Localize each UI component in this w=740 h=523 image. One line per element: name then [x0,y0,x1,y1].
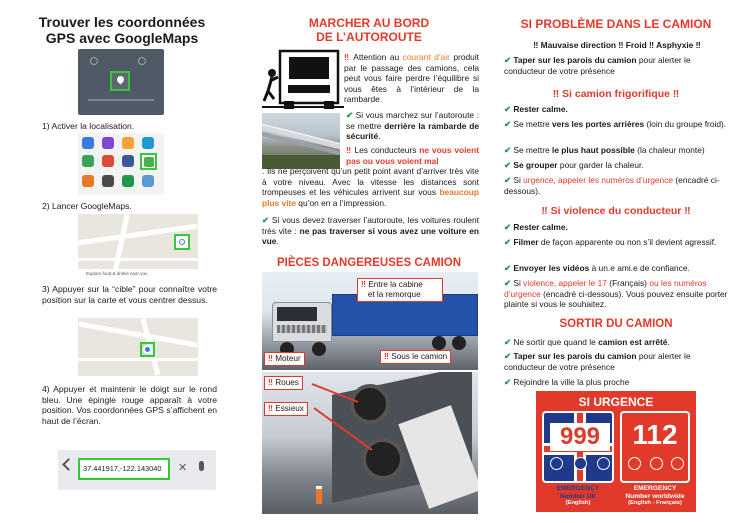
exit-item-3: ✔ Rejoindre la ville la plus proche [504,377,630,387]
truck-problems-column [500,0,732,523]
problems-list: ‼ Mauvaise direction ‼ Froid ‼ Asphyxie ‼ [533,40,701,50]
tap-walls-1: ✔ Taper sur les parois du camion pour alerter le conducteur de votre présence [504,55,691,76]
step-2: 2) Lancer GoogleMaps. [42,201,132,211]
paragraph-crossing: ✔ Si vous devez traverser l’autoroute, les voitures roulent très vite : ne pas traverser si vous avez une voiture en vue. [262,215,479,247]
bluetooth-icon [138,57,146,65]
violence-item-2: ✔ Filmer de façon apparente ou non s’il devient agressif. [504,237,717,247]
police-icon [628,457,641,470]
label-axles: ‼ Essieux [264,402,308,416]
blue-dot [143,345,152,354]
exit-truck-heading: SORTIR DU CAMION [559,318,673,330]
police-icon [550,457,563,470]
worldwide-number: 112 [632,419,678,450]
exit-item-2: ✔ Taper sur les parois du camion pour alerter le conducteur de votre présence [504,351,691,372]
guardrail-photo [262,113,340,169]
paragraph-visibility-top: ‼ Les conducteurs ne vous voient pas ou vous voient mal [346,145,479,166]
ambulance-icon [650,457,663,470]
map-screenshot-bluedot [78,318,198,376]
frigo-item-1: ✔ Rester calme. [504,104,568,114]
uk-number-card [542,411,614,483]
uk-number: 999 [550,423,610,451]
frigo-item-2: ✔ Se mettre vers les portes arrières (loin du groupe froid). [504,119,727,129]
truck-photo-overturned [262,372,478,514]
map-screenshot-target [78,214,198,278]
label-under-truck: ‼ Sous le camion [380,350,451,364]
quick-settings-screenshot [78,49,164,115]
gps-title: Trouver les coordonnées GPS avec GoogleMaps [38,14,206,46]
target-icon [179,239,185,245]
google-maps-app-icon[interactable] [140,153,157,170]
fire-icon [597,457,610,470]
pointer-arrows [262,372,478,514]
label-wheels: ‼ Roues [264,376,303,390]
frigo-item-4: ✔ Se grouper pour garder la chaleur. [504,160,644,170]
gps-column [28,0,216,523]
microphone-icon[interactable] [199,461,204,471]
dangerous-parts-heading: PIÈCES DANGEREUSES CAMION [276,257,462,269]
brightness-slider [88,99,154,101]
back-arrow-icon[interactable] [62,458,75,471]
violence-item-1: ✔ Rester calme. [504,222,568,232]
worldwide-service-icons [628,457,684,471]
refrigerated-heading: ‼ Si camion frigorifique ‼ [552,88,680,100]
app-grid-screenshot [78,133,164,195]
location-toggle[interactable] [110,71,130,91]
truck-wind-pictogram [262,47,344,111]
label-cabin-trailer: ‼ Entre la cabine et la remorque [357,278,443,302]
paragraph-wind: ‼ Attention au courant d’air produit par le passage des camions, cela peut vous faire perdre l’équilibre si vous êtes à l’intérieur de la rambarde. [344,52,480,105]
explore-bar: Explore food & drinks near you [78,269,198,278]
truck-photo-side [262,272,478,370]
highway-heading: MARCHER AU BORD DE L’AUTOROUTE [308,16,430,44]
emergency-title: SI URGENCE [578,395,654,409]
frigo-item-5: ✔ Si urgence, appeler les numéros d’urgence (encadré ci-dessous). [504,175,720,196]
frigo-item-3: ✔ Se mettre le plus haut possible (la chaleur monte) [504,145,705,155]
uk-service-icons [550,457,610,471]
uk-caption: EMERGENCY Number UK (English) [556,485,600,507]
step-1: 1) Activer la localisation. [42,121,135,131]
violence-item-3: ✔ Envoyer les vidéos à un.e ami.e de confiance. [504,263,690,273]
location-pin-icon [116,75,126,85]
violence-heading: ‼ Si violence du conducteur ‼ [541,205,691,217]
worldwide-caption: EMERGENCY Number worldwide (English - Français) [625,485,685,507]
emergency-box [536,391,696,512]
worldwide-number-card [620,411,690,483]
ambulance-icon [574,457,587,470]
cab [272,302,332,342]
violence-item-4: ✔ Si violence, appeler le 17 (Français) ou les numéros d’urgence (encadré ci-dessous). Vous pouvez ensuite porter plainte si vous le souhaitez. [504,278,728,310]
label-engine: ‼ Moteur [264,352,305,366]
exit-item-1: ✔ Ne sortir que quand le camion est arrêté. [504,337,670,347]
paragraph-visibility: . Ils ne perçoivent qu’un petit point avant d’arriver très vite à votre niveau. Avec la vitesse les distances sont trompeuses et les véhicules arrivent sur vous beaucoup plus vite qu’on en a l’impression. [262,166,479,208]
step-4: 4) Appuyer et maintenir le doigt sur le rond bleu. Une épingle rouge apparaît à votre position. Vos coordonnées GPS s’affichent en haut de l’écran. [42,384,217,426]
step-3: 3) Appuyer sur la “cible” pour connaître votre position sur la carte et vous centrer dessus. [42,284,217,305]
paragraph-guardrail: ✔ Si vous marchez sur l’autoroute : se mettre derrière la rambarde de sécurité. [346,110,479,142]
fire-icon [671,457,684,470]
blue-dot-highlight[interactable] [140,342,155,357]
coordinates-field[interactable]: 37.441917,-122.143040 [78,458,170,480]
close-icon[interactable]: ✕ [178,462,188,474]
wifi-icon [90,57,98,65]
problems-heading: SI PROBLÈME DANS LE CAMION [520,17,712,31]
target-button[interactable] [174,234,190,250]
coordinates-screenshot [58,450,216,490]
highway-column [258,0,480,523]
